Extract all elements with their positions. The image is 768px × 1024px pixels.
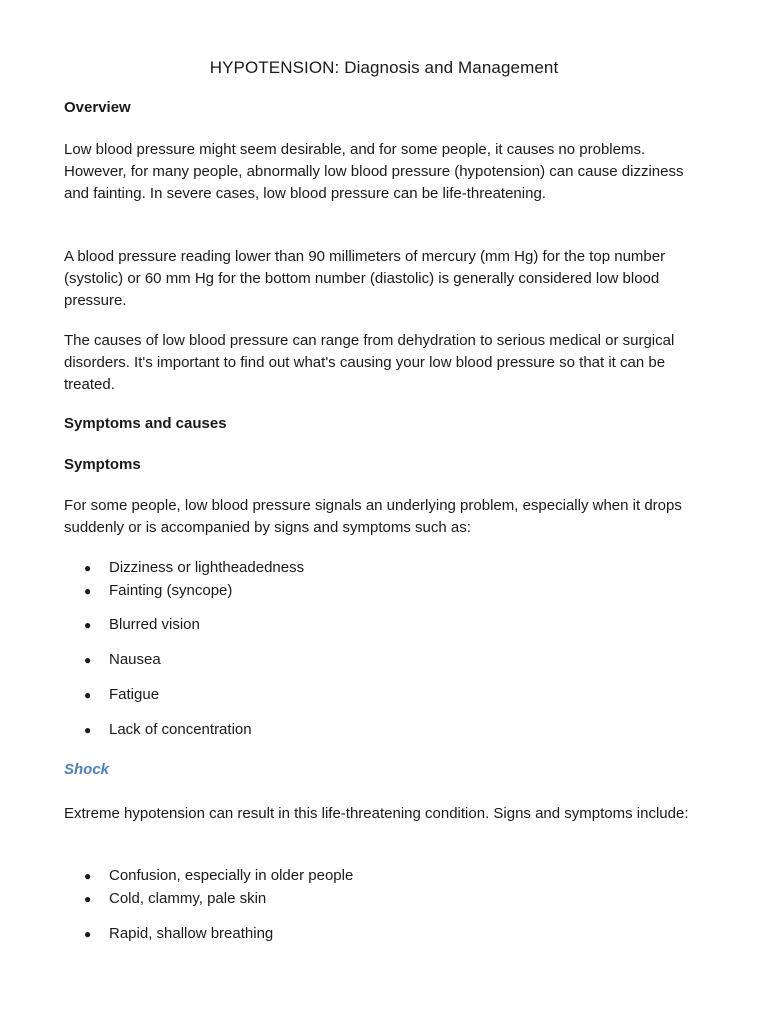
symptoms-and-causes-heading: Symptoms and causes	[64, 415, 227, 432]
document-title: HYPOTENSION: Diagnosis and Management	[209, 58, 559, 77]
symptoms-heading: Symptoms	[64, 456, 141, 473]
overview-paragraph-2: A blood pressure reading lower than 90 millimeters of mercury (mm Hg) for the top number (systolic) or 60 mm Hg for the bottom number (diastolic) is generally considered low blood pressure.	[64, 248, 666, 309]
bullet-icon: ●	[84, 869, 92, 883]
bullet-icon: ●	[84, 653, 92, 667]
overview-paragraph-3: The causes of low blood pressure can range from dehydration to serious medical or surgical disorders. It's important to find out what's causing your low blood pressure so that it can be treated.	[64, 332, 675, 393]
shock-intro: Extreme hypotension can result in this life-threatening condition. Signs and symptoms include:	[64, 805, 689, 822]
symptoms-intro: For some people, low blood pressure signals an underlying problem, especially when it drops suddenly or is accompanied by signs and symptoms such as:	[64, 497, 682, 536]
list-item-text: Confusion, especially in older people	[109, 867, 354, 884]
bullet-icon: ●	[84, 561, 92, 575]
list-item-text: Nausea	[109, 651, 161, 668]
list-item-text: Rapid, shallow breathing	[109, 925, 274, 942]
bullet-icon: ●	[84, 584, 92, 598]
list-item-text: Cold, clammy, pale skin	[109, 890, 267, 907]
bullet-icon: ●	[84, 618, 92, 632]
list-item-text: Lack of concentration	[109, 721, 252, 738]
bullet-icon: ●	[84, 723, 92, 737]
shock-heading: Shock	[64, 761, 110, 778]
bullet-icon: ●	[84, 892, 92, 906]
list-item-text: Fatigue	[109, 686, 160, 703]
overview-heading: Overview	[64, 99, 131, 116]
bullet-icon: ●	[84, 688, 92, 702]
list-item-text: Dizziness or lightheadedness	[109, 559, 305, 576]
bullet-icon: ●	[84, 927, 92, 941]
list-item-text: Fainting (syncope)	[109, 582, 233, 599]
list-item-text: Blurred vision	[109, 616, 200, 633]
overview-paragraph-1: Low blood pressure might seem desirable, and for some people, it causes no problems. However, for many people, abnormally low blood pressure (hypotension) can cause dizziness and fainting. In severe cases, low blood pressure can be life-threatening.	[64, 141, 684, 202]
